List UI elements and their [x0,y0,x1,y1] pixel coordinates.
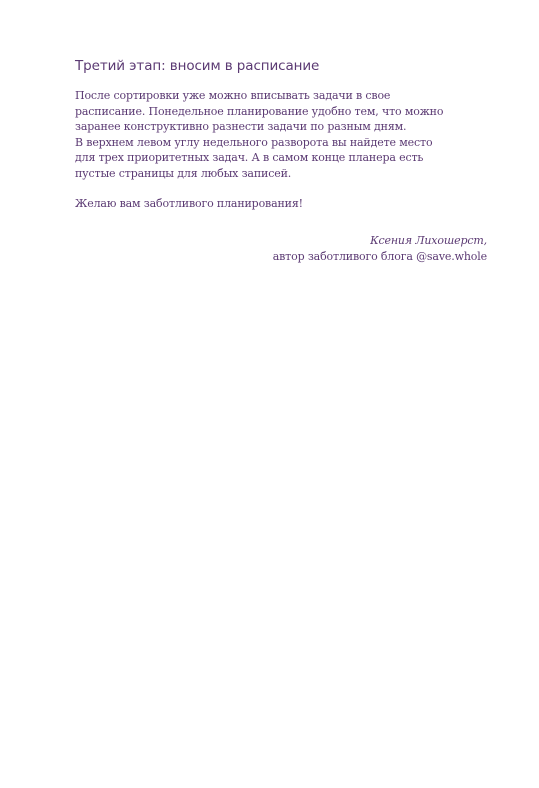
paragraph-line: для трех приоритетных задач. А в самом конце планера есть [75,151,424,165]
paragraph-line: пустые страницы для любых записей. [75,166,292,180]
paragraph-line: После сортировки уже можно вписывать задачи в свое [75,89,391,102]
body-paragraph [75,88,487,182]
paragraph-line: расписание. Понедельное планирование удобно тем, что можно [75,104,444,118]
signature [75,233,487,264]
content-block [75,57,487,264]
signature-role: автор заботливого блога @save.whole [272,249,487,263]
section-heading: Третий этап: вносим в расписание [75,58,320,74]
signature-name: Ксения Лихошерст, [370,234,487,248]
closing-wish: Желаю вам заботливого планирования! [75,196,303,210]
paragraph-line: В верхнем левом углу недельного разворота вы найдете место [75,135,433,149]
paragraph-line: заранее конструктивно разнести задачи по разным дням. [75,120,407,134]
